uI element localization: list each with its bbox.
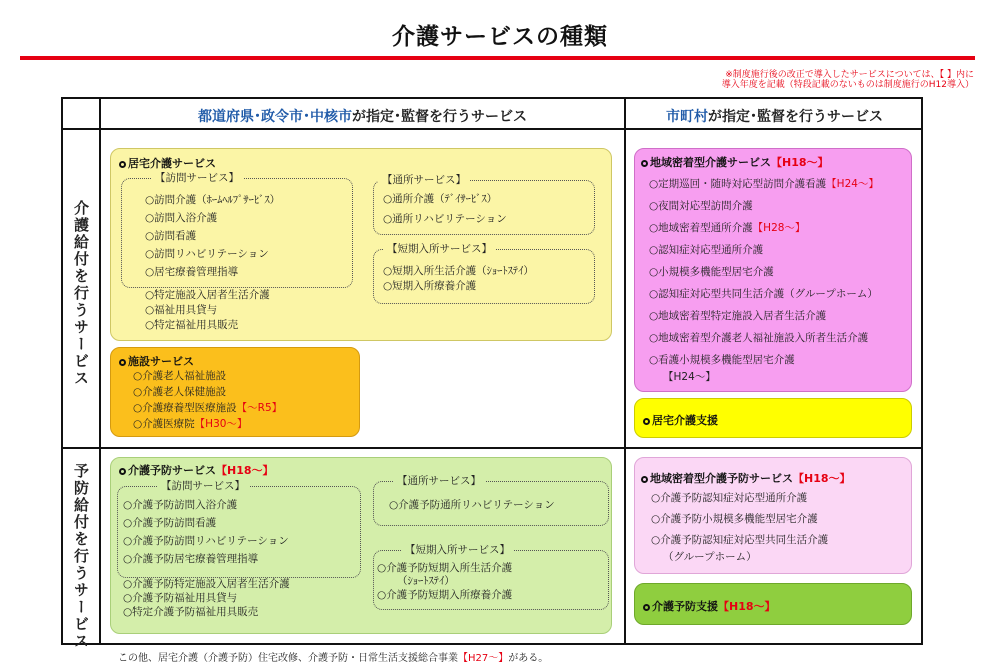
home-care-services-title: 居宅介護サービス xyxy=(119,155,216,171)
list-item: （グループホーム） xyxy=(663,551,757,563)
list-item: ○看護小規模多機能型居宅介護 xyxy=(649,354,795,366)
community-preventive-services-box xyxy=(634,457,912,574)
list-item: ○短期入所生活介護（ｼｮｰﾄｽﾃｲ） xyxy=(383,265,534,277)
preventive-other-list xyxy=(123,577,290,619)
list-item: ○短期入所療養介護 xyxy=(383,280,477,292)
community-preventive-services-list xyxy=(651,488,828,566)
list-item: ○介護老人福祉施設 xyxy=(133,370,227,382)
home-care-services-box xyxy=(110,148,612,341)
introduction-note xyxy=(722,70,974,90)
preventive-care-services-box xyxy=(110,457,612,634)
page-title: 介護サービスの種類 xyxy=(392,24,608,50)
preventive-support-box xyxy=(634,583,912,625)
facility-services-box xyxy=(110,347,360,437)
list-item: ○介護予防認知症対応型通所介護 xyxy=(651,492,808,504)
list-item: ○特定福祉用具販売 xyxy=(145,319,239,331)
day-services-list xyxy=(383,189,507,229)
home-care-support-box xyxy=(634,398,912,438)
day-services-label: 【通所サービス】 xyxy=(378,172,470,187)
list-item: （ｼｮｰﾄｽﾃｲ） xyxy=(397,575,455,587)
prevention-benefit-label: 予防給付を行うサービス xyxy=(72,463,90,650)
list-item: ○介護予防小規模多機能型居宅介護 xyxy=(651,513,818,525)
bullet-icon xyxy=(643,604,650,611)
header-row-divider xyxy=(61,128,923,130)
list-item: ○認知症対応型共同生活介護（グループホーム） xyxy=(649,288,878,300)
list-item: ○介護予防通所リハビリテーション xyxy=(389,499,555,511)
community-care-services-list xyxy=(649,173,879,385)
list-item: ○介護予防居宅療養管理指導 xyxy=(123,553,259,565)
column-divider-municipal xyxy=(624,97,626,645)
bullet-icon xyxy=(641,476,648,483)
list-item: ○福祉用具貸与 xyxy=(145,304,218,316)
prefecture-header xyxy=(101,106,624,126)
list-item: ○介護予防訪問看護 xyxy=(123,517,217,529)
community-preventive-services-title: 地域密着型介護予防サービス【H18～】 xyxy=(641,470,851,486)
preventive-day-list xyxy=(389,496,555,514)
preventive-short-stay-list xyxy=(377,561,512,602)
list-item: ○介護予防短期入所療養介護 xyxy=(377,589,513,601)
prefecture-header-text: が指定･監督を行うサービス xyxy=(352,109,527,125)
list-item: ○訪問介護（ﾎｰﾑﾍﾙﾌﾟｻｰﾋﾞｽ） xyxy=(145,194,281,206)
list-item: ○居宅療養管理指導 xyxy=(145,266,239,278)
visit-services-label: 【訪問サービス】 xyxy=(151,170,243,185)
list-item: ○小規模多機能型居宅介護 xyxy=(649,266,774,278)
list-item: ○介護療養型医療施設【～R5】 xyxy=(133,402,283,414)
municipal-header-highlight: 市町村 xyxy=(666,109,708,125)
community-care-services-box xyxy=(634,148,912,392)
list-item: ○夜間対応型訪問介護 xyxy=(649,200,753,212)
preventive-short-stay-label: 【短期入所サービス】 xyxy=(401,542,514,557)
bullet-icon xyxy=(643,418,650,425)
preventive-day-label: 【通所サービス】 xyxy=(393,473,485,488)
list-item: ○特定介護予防福祉用具販売 xyxy=(123,606,259,618)
list-item-tag: 【H24～】 xyxy=(663,371,716,383)
list-item: ○訪問看護 xyxy=(145,230,197,242)
short-stay-label: 【短期入所サービス】 xyxy=(383,241,496,256)
home-care-support-title: 居宅介護支援 xyxy=(643,412,718,428)
list-item: ○認知症対応型通所介護 xyxy=(649,244,764,256)
list-item: ○通所リハビリテーション xyxy=(383,213,507,225)
bullet-icon xyxy=(119,468,126,475)
list-item: ○定期巡回・随時対応型訪問介護看護【H24～】 xyxy=(649,178,879,190)
list-item: ○介護医療院【H30～】 xyxy=(133,418,248,430)
list-item: ○介護予防訪問入浴介護 xyxy=(123,499,238,511)
list-item: ○地域密着型特定施設入居者生活介護 xyxy=(649,310,827,322)
municipal-header-text: が指定･監督を行うサービス xyxy=(708,109,883,125)
facility-services-title: 施設サービス xyxy=(119,353,194,369)
note-line-1: ※制度施行後の改正で導入したサービスについては、【 】内に xyxy=(725,70,974,80)
list-item: ○訪問入浴介護 xyxy=(145,212,218,224)
list-item: ○特定施設入居者生活介護 xyxy=(145,289,270,301)
preventive-care-services-title: 介護予防サービス【H18～】 xyxy=(119,462,274,478)
title-underline xyxy=(20,56,975,60)
care-prevention-divider xyxy=(61,447,923,449)
list-item: ○介護予防福祉用具貸与 xyxy=(123,592,238,604)
bullet-icon xyxy=(119,161,126,168)
preventive-support-title: 介護予防支援【H18～】 xyxy=(643,598,776,614)
facility-services-list xyxy=(133,368,282,432)
list-item: ○介護予防短期入所生活介護 xyxy=(377,562,513,574)
care-benefit-label: 介護給付を行うサービス xyxy=(72,200,90,387)
municipal-header xyxy=(626,106,923,126)
visit-services-list xyxy=(145,191,280,281)
list-item: ○訪問リハビリテーション xyxy=(145,248,269,260)
list-item: ○介護老人保健施設 xyxy=(133,386,227,398)
footer-note: この他、居宅介護（介護予防）住宅改修、介護予防・日常生活支援総合事業【H27～】がある。 xyxy=(118,653,549,664)
community-care-services-title: 地域密着型介護サービス【H18～】 xyxy=(641,154,829,170)
list-item: ○介護予防特定施設入居者生活介護 xyxy=(123,578,290,590)
preventive-visit-label: 【訪問サービス】 xyxy=(157,478,249,493)
preventive-visit-list xyxy=(123,496,289,568)
prefecture-header-highlight: 都道府県･政令市･中核市 xyxy=(198,109,352,125)
list-item: ○介護予防認知症対応型共同生活介護 xyxy=(651,534,829,546)
bullet-icon xyxy=(119,359,126,366)
note-line-2: 導入年度を記載（特段記載のないものは制度施行のH12導入） xyxy=(721,80,974,90)
bullet-icon xyxy=(641,160,648,167)
list-item: ○通所介護（ﾃﾞｲｻｰﾋﾞｽ） xyxy=(383,193,498,205)
list-item: ○介護予防訪問リハビリテーション xyxy=(123,535,289,547)
other-home-services-list xyxy=(145,288,270,333)
list-item: ○地域密着型通所介護【H28～】 xyxy=(649,222,806,234)
column-divider-side xyxy=(99,97,101,645)
list-item: ○地域密着型介護老人福祉施設入所者生活介護 xyxy=(649,332,869,344)
short-stay-list xyxy=(383,264,534,294)
